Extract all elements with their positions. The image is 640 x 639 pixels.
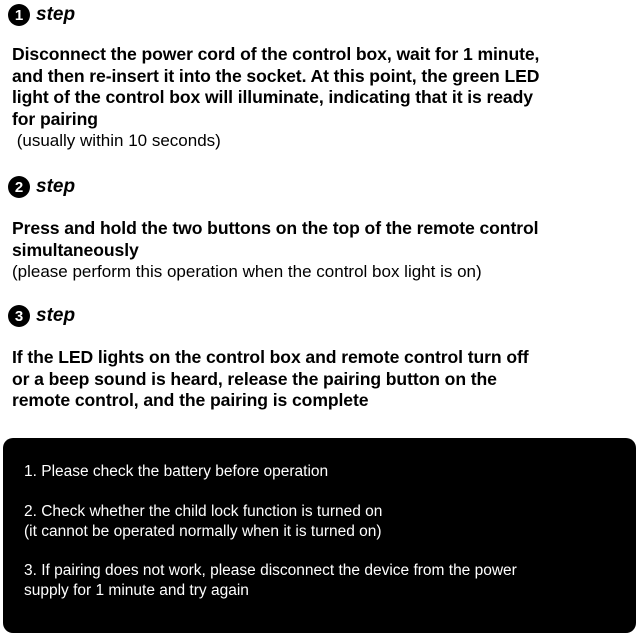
step-2-text <box>12 218 538 283</box>
step-note: (usually within 10 seconds) <box>12 131 221 150</box>
step-text-line: Disconnect the power cord of the control box, wait for 1 minute, <box>12 44 540 64</box>
step-label: step <box>36 176 76 197</box>
step-text-line: If the LED lights on the control box and remote control turn off <box>12 347 529 367</box>
step-1-heading <box>8 4 75 26</box>
step-2-heading <box>8 176 75 198</box>
note-line: 1. Please check the battery before operation <box>24 463 329 480</box>
note-2 <box>24 502 382 541</box>
step-3-heading <box>8 305 75 327</box>
step-text-line: simultaneously <box>12 239 139 260</box>
step-text-line: light of the control box will illuminate, indicating that it is ready <box>12 87 533 107</box>
step-1-text <box>12 44 539 152</box>
step-text-line: Press and hold the two buttons on the top of the remote control <box>12 218 539 238</box>
step-number-badge: 3 <box>8 305 30 327</box>
note-3 <box>24 561 517 600</box>
step-note: (please perform this operation when the control box light is on) <box>12 262 482 281</box>
step-label: step <box>36 305 76 326</box>
step-text-line: and then re-insert it into the socket. At this point, the green LED <box>12 65 540 86</box>
step-text-line: or a beep sound is heard, release the pairing button on the <box>12 368 497 389</box>
step-number-badge: 2 <box>8 176 30 198</box>
note-line: supply for 1 minute and try again <box>24 581 249 599</box>
note-line: (it cannot be operated normally when it is turned on) <box>24 522 382 540</box>
step-label: step <box>36 4 76 25</box>
note-1 <box>24 462 328 482</box>
note-line: 2. Check whether the child lock function is turned on <box>24 503 383 520</box>
step-3-text <box>12 347 529 412</box>
step-text-line: remote control, and the pairing is complete <box>12 390 369 410</box>
step-number-badge: 1 <box>8 4 30 26</box>
step-text-line: for pairing <box>12 108 98 129</box>
note-line: 3. If pairing does not work, please disconnect the device from the power <box>24 562 517 579</box>
